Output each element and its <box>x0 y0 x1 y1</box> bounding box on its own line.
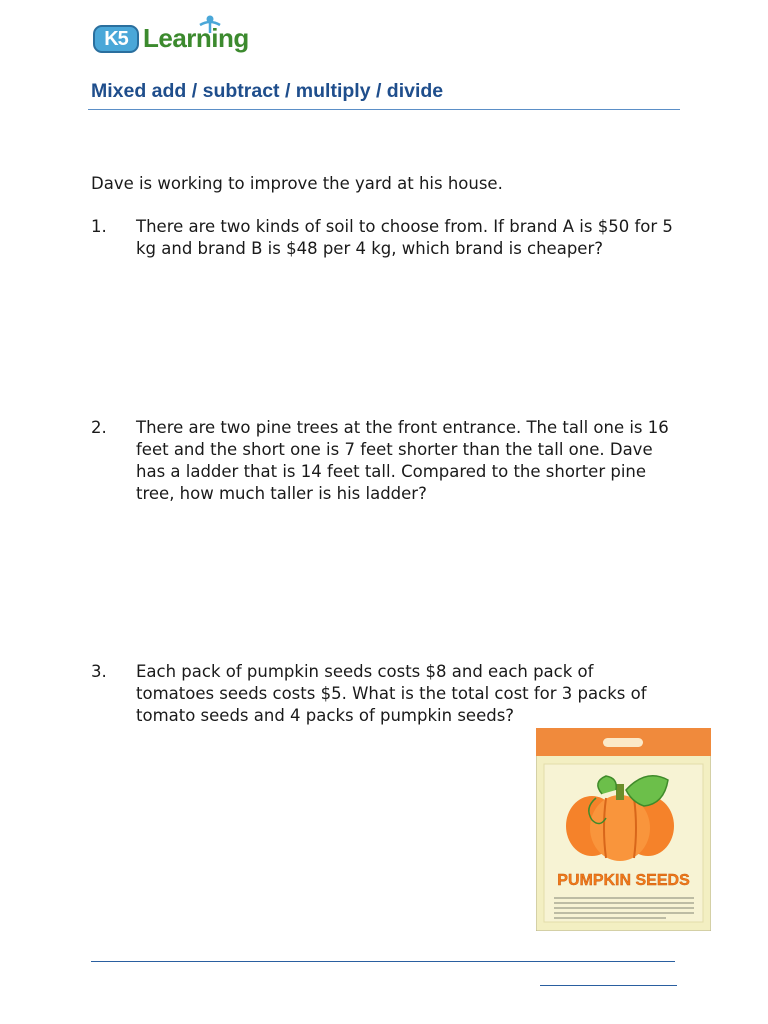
problem-number: 3. <box>91 662 107 681</box>
pumpkin-seed-packet-illustration <box>536 728 711 931</box>
logo-k5-badge: K5 <box>93 25 139 53</box>
title-divider <box>88 109 680 110</box>
logo-person-icon <box>197 15 223 35</box>
problem-number: 2. <box>91 418 107 437</box>
footer-link-underline[interactable] <box>540 985 677 986</box>
packet-hang-hole <box>603 738 643 747</box>
problem-number: 1. <box>91 217 107 236</box>
problem-text: Each pack of pumpkin seeds costs $8 and each pack of tomatoes seeds costs $5. What is the total cost for 3 packs of tomato seeds and 4 packs of pumpkin seeds? <box>136 662 647 725</box>
logo-wordmark: Learning <box>143 23 249 53</box>
packet-label: PUMPKIN SEEDS <box>557 872 690 889</box>
footer-divider <box>91 961 675 962</box>
intro-text: Dave is working to improve the yard at his house. <box>91 174 503 193</box>
problem-text: There are two pine trees at the front entrance. The tall one is 16 feet and the short one is 7 feet shorter than the tall one. Dave has a ladder that is 14 feet tall. Compared to the shorter pine tree, how much taller is his ladder? <box>136 418 669 503</box>
worksheet-title: Mixed add / subtract / multiply / divide <box>91 80 444 102</box>
problem-text: There are two kinds of soil to choose from. If brand A is $50 for 5 kg and brand B is $48 per 4 kg, which brand is cheaper? <box>136 217 673 258</box>
k5-learning-logo <box>93 17 263 61</box>
